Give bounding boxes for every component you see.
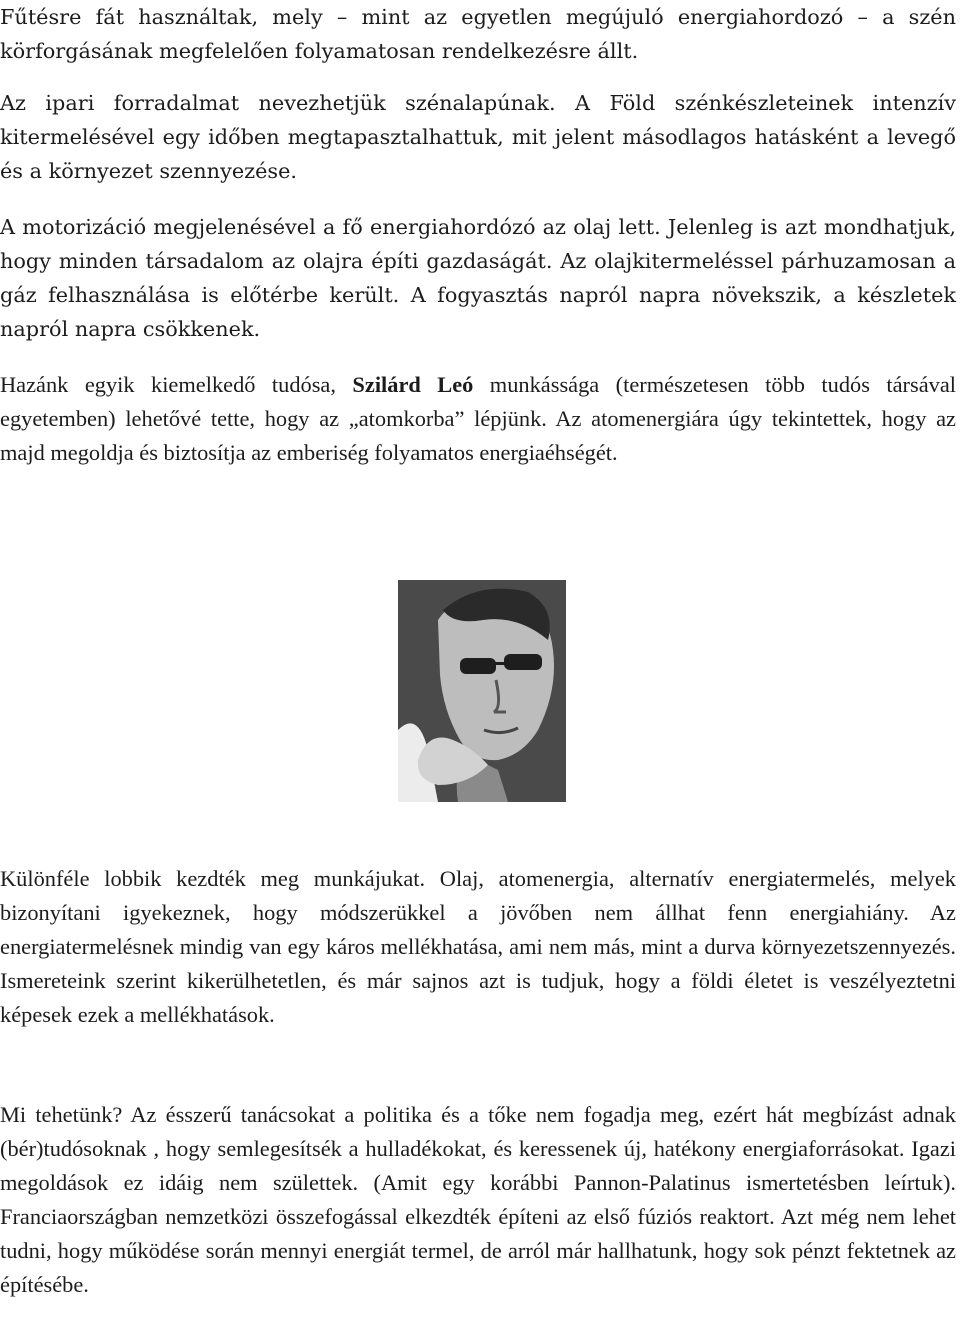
szilard-name: Szilárd Leó [352, 372, 474, 397]
paragraph-lobbies: Különféle lobbik kezdték meg munkájukat. Olaj, atomenergia, alternatív energiatermelés, melyek bizonyítani igyekeznek, hogy módszerükkel a jövőben nem állhat fenn energiahiány. Az energiatermelésnek mindig van egy káros mellékhatása, ami nem más, mint a durva környezetszennyezés. Ismereteink szerint kikerülhetetlen, és már sajnos azt is tudjuk, hogy a földi életet is veszélyeztetni képesek ezek a mellékhatások. [0, 866, 956, 1027]
szilard-text-before: Hazánk egyik kiemelkedő tudósa, [0, 372, 353, 397]
paragraph-wood-heating: Fűtésre fát használtak, mely – mint az egyetlen megújuló energiahordozó – a szén körforgásának megfelelően folyamatosan rendelkezésre állt. [0, 5, 956, 63]
paragraph-industrial-revolution: Az ipari forradalmat nevezhetjük szénalapúnak. A Föld szénkészleteinek intenzív kitermelésével egy időben megtapasztalhattuk, mit jelent másodlagos hatásként a levegő és a környezet szennyezése. [0, 91, 956, 183]
szilard-text-after: munkássága (természetesen több tudós társával egyetemben) lehetővé tette, hogy az „atomkorba” lépjünk. Az atomenergiára úgy tekintettek, hogy az majd megoldja és biztosítja az emberiség folyamatos energiaéhségét. [0, 372, 956, 465]
paragraph-closing: Mi tehetünk? Az ésszerű tanácsokat a politika és a tőke nem fogadja meg, ezért hát megbízást adnak (bér)tudósoknak , hogy semlegesítsék a hulladékokat, és keressenek új, hatékony energiaforrásokat. Igazi megoldások ez idáig nem születtek. (Amit egy korábbi Pannon-Palatinus ismertetésben leírtuk). Franciaországban nemzetközi összefogással elkezdték építeni az első fúziós reaktort. Azt még nem lehet tudni, hogy működése során mennyi energiát termel, de arról már hallhatunk, hogy sok pénzt fektetnek az építésébe. [0, 1102, 956, 1297]
paragraph-szilard [0, 368, 956, 470]
paragraph-motorization: A motorizáció megjelenésével a fő energiahordózó az olaj lett. Jelenleg is azt mondhatjuk, hogy minden társadalom az olajra építi gazdaságát. Az olajkitermeléssel párhuzamosan a gáz felhasználása is előtérbe került. A fogyasztás napról napra növekszik, a készletek napról napra csökkenek. [0, 215, 956, 341]
portrait-image [398, 580, 566, 802]
